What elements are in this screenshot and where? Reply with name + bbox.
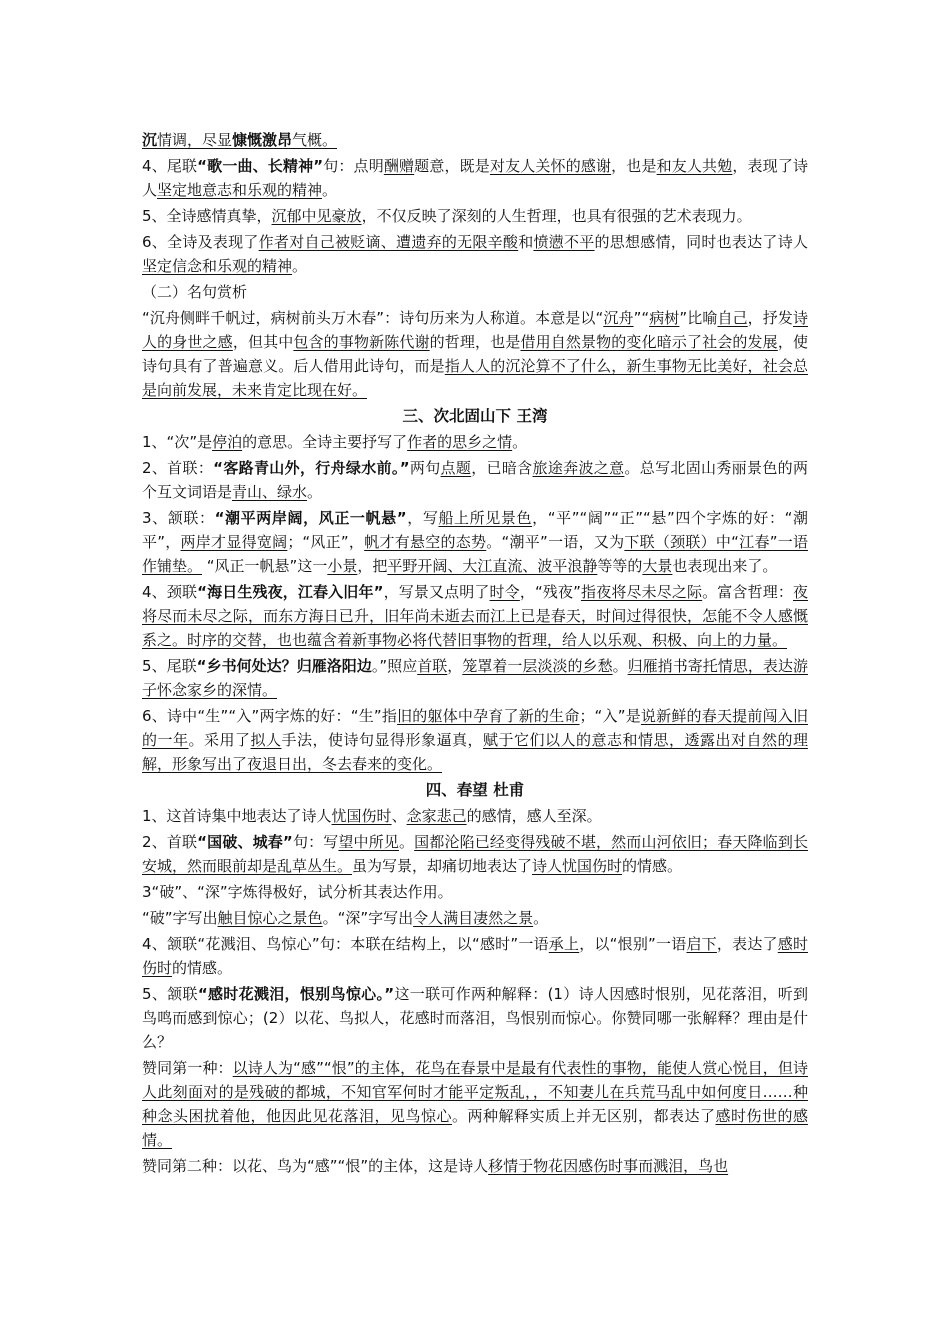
paragraph — [142, 306, 808, 402]
text-run: 3“破”、“深”字炼得极好，试分析其表达作用。 — [142, 883, 453, 901]
underlined-text: 感时伤时 — [142, 935, 808, 977]
underlined-text: 作者对自己被贬谪、遭遗弃的无限辛酸 — [258, 233, 519, 251]
underlined-text: 沉郁中见豪放 — [271, 207, 362, 225]
underlined-text: 忧国伤时 — [331, 807, 392, 825]
text-run: 虽为写景，却痛切地表达了 — [352, 857, 533, 875]
text-run: 的思想感情，同时也表达了诗人 — [594, 233, 808, 251]
section-heading: 四、春望 杜甫 — [425, 781, 525, 799]
text-run: 和 — [518, 233, 534, 251]
underlined-text: 气概。 — [292, 131, 338, 149]
underlined-text: 承上 — [548, 935, 580, 953]
underlined-text: 沉 — [142, 131, 158, 149]
text-run: ，也是 — [611, 157, 657, 175]
paragraph — [142, 830, 808, 878]
paragraph — [142, 906, 808, 930]
underlined-text: 自己 — [717, 309, 748, 327]
paragraph — [142, 154, 808, 202]
underlined-text: 触目惊心之景色 — [217, 909, 323, 927]
underlined-text: 念家悲己 — [406, 807, 467, 825]
paragraph — [142, 704, 808, 776]
underlined-text: 诗人的身世之感 — [142, 309, 808, 351]
underlined-text: 旅途奔波之意 — [532, 459, 625, 477]
underlined-text: 感时伤世的感情。 — [142, 1107, 808, 1149]
text-run: 。“深”字写出 — [322, 909, 414, 927]
underlined-text: 望中所见 — [338, 833, 400, 851]
underlined-text: 酬赠 — [383, 157, 415, 175]
underlined-text: 青山、绿水 — [232, 483, 308, 501]
text-run: 。“潮平”一语，又为 — [486, 533, 625, 551]
bold-text: “感时花溅泪，恨别鸟惊心。” — [197, 985, 395, 1003]
text-run: ”“ — [633, 309, 650, 327]
paragraph — [142, 430, 808, 454]
text-run: 赞同第一种： — [142, 1059, 233, 1077]
text-run: 6、全诗及表现了 — [142, 233, 259, 251]
underlined-text: 指人人的沉沦算不了什么，新生事物无比美好，社会总是向前发展，未来肯定比现在好。 — [142, 357, 808, 399]
paragraph — [142, 880, 808, 904]
underlined-text: 诗人忧国伤时 — [532, 857, 623, 875]
paragraph — [142, 982, 808, 1054]
underlined-text: 病树 — [649, 309, 680, 327]
underlined-text: 包含的事物新陈代谢 — [293, 333, 430, 351]
text-run: 6、诗中“生”“入”两字炼的好：“生”指 — [142, 707, 398, 725]
text-run: ，“残夜” — [519, 583, 581, 601]
underlined-text: 归雁捎书寄托情思，表达游子怀念家乡的深情。 — [142, 657, 808, 699]
text-run: 赞同第二种：以花、鸟为“感”“恨”的主体，这是诗人 — [142, 1157, 489, 1175]
text-run: 句：点明 — [323, 157, 384, 175]
underlined-text: 首联 — [417, 657, 448, 675]
underlined-text: 对友人关怀的感谢 — [489, 157, 612, 175]
text-run: 4、颈联 — [142, 583, 198, 601]
bold-text: “客路青山外，行舟绿水前。” — [213, 459, 410, 477]
paragraph — [142, 654, 808, 702]
text-run: ，写 — [406, 509, 439, 527]
text-run: （二）名句赏析 — [142, 283, 248, 301]
paragraph — [142, 1154, 808, 1178]
underlined-text: 坚定信念和乐观的精神 — [142, 257, 293, 275]
paragraph — [142, 580, 808, 652]
underlined-text: 大景 — [642, 557, 673, 575]
text-run: 也表现出来了。 — [672, 557, 778, 575]
text-run: 。 — [533, 909, 549, 927]
text-run: 。 — [399, 833, 415, 851]
text-run: “沉舟侧畔千帆过，病树前头万木春”：诗句历来为人称道。本意是以“ — [142, 309, 604, 327]
paragraph — [142, 230, 808, 278]
text-run: 。 — [612, 657, 628, 675]
text-run: ，但其中 — [232, 333, 294, 351]
text-run: 。两种解释实质上并无区别，都表达了 — [451, 1107, 716, 1125]
underlined-text: 笼罩着一层淡淡的乡愁 — [462, 657, 613, 675]
text-run: 的情感。 — [172, 959, 233, 977]
underlined-text: 赋于它们以人的意志和情思，透露出对自然的理解，形象写出了夜退日出，冬去春来的变化。 — [142, 731, 808, 773]
text-run: ，已暗含 — [471, 459, 533, 477]
bold-text: “乡书何处达？归雁洛阳边 — [196, 657, 372, 675]
text-run: ，表现了诗人 — [142, 157, 808, 199]
text-run: 2、首联 — [142, 833, 198, 851]
paragraph — [142, 204, 808, 228]
text-run: ，抒发 — [747, 309, 793, 327]
underlined-text: 点题 — [440, 459, 472, 477]
text-run: 5、颔联 — [142, 985, 198, 1003]
text-run: 。”照应 — [371, 657, 418, 675]
text-run: ；“入”是 — [579, 707, 641, 725]
underlined-text: 两岸才显得宽阔 — [180, 533, 288, 551]
text-run: ，使诗句具有了普遍意义。后人借用此诗句，而是 — [142, 333, 808, 375]
underlined-text: 船上所见景色 — [438, 509, 533, 527]
underlined-text: 指夜将尽未尽之际 — [580, 583, 703, 601]
bold-text: “歌一曲、长精神” — [197, 157, 324, 175]
paragraph — [142, 932, 808, 980]
text-run: ，“平”“阔”“正”“悬”四个字炼的好：“潮平”， — [142, 509, 808, 551]
text-run: 2、首联： — [142, 459, 214, 477]
underlined-text: 坚定地意志和乐观的精神 — [157, 181, 323, 199]
text-run: 5、全诗感情真挚， — [142, 207, 272, 225]
text-run: 题意，既是 — [414, 157, 490, 175]
text-run: 句：写 — [292, 833, 339, 851]
text-run: 的感情，感人至深。 — [466, 807, 602, 825]
text-run: ，把 — [357, 557, 388, 575]
underlined-text: 借用自然景物的变化暗示了社会的发展 — [520, 333, 778, 351]
underlined-text: 国都沦陷已经变得残破不堪，然而山河依旧；春天降临到长安城，然而眼前却是乱草丛生。 — [142, 833, 808, 875]
text-run: 手法，使诗句显得形象逼真， — [281, 731, 483, 749]
underlined-text: 停泊 — [212, 433, 243, 451]
text-run: 。 — [512, 433, 528, 451]
paragraph — [142, 506, 808, 578]
section-heading: 三、次北固山下 王湾 — [402, 407, 548, 425]
underlined-text: 移情于物花因感伤时事而溅泪，鸟也 — [488, 1157, 729, 1175]
text-run: 5、尾联 — [142, 657, 197, 675]
text-run: 4、尾联 — [142, 157, 198, 175]
text-run: 的哲理，也是 — [429, 333, 521, 351]
paragraph — [142, 456, 808, 504]
underlined-text: 愤懑不平 — [533, 233, 595, 251]
underlined-text: 时序的交替，也也蕴含着新事物必将代替旧事物的哲理，给人以乐观、积极、向上的力量。 — [187, 631, 788, 649]
text-run: 3、颔联： — [142, 509, 215, 527]
text-run: 。总写北固山秀丽景色的两个互文词语是 — [142, 459, 808, 501]
text-run: ，不仅反映了深刻的人生哲理，也具有很强的艺术表现力。 — [361, 207, 752, 225]
underlined-text: 以诗人为“感”“恨”的主体，花鸟在春景中是最有代表性的事物，能使人赏心悦目，但诗人此刻面对的是残破的都城，不知官军何时才能平定叛乱，，不知妻儿在兵荒马乱中如何度日……种种念头困扰着他，他因此见花落泪，见鸟惊心 — [142, 1059, 808, 1125]
bold-text: “潮平两岸阔，风正一帆悬” — [214, 509, 407, 527]
text-run: 等等的 — [597, 557, 643, 575]
underlined-text: 和友人共勉 — [656, 157, 733, 175]
text-run: “破”字写出 — [142, 909, 218, 927]
text-run: “风正一帆悬”这一 — [202, 557, 328, 575]
text-run: ，表达了 — [716, 935, 778, 953]
underlined-text: 说新鲜的春天提前闯入旧的一年 — [142, 707, 808, 749]
text-run: 。 — [322, 181, 338, 199]
underlined-text: 平野开阔、大江直流、波平浪静 — [387, 557, 598, 575]
text-run: 1、“次”是 — [142, 433, 213, 451]
text-run: 4、颔联“花溅泪、鸟惊心”句：本联在结构上，以“感时”一语 — [142, 935, 549, 953]
text-run: ；“风正”， — [287, 533, 365, 551]
underlined-text: 作者的思乡之情 — [407, 433, 513, 451]
bold-text: “国破、城春” — [197, 833, 293, 851]
text-run: 这一联可作两种解释：(1）诗人因感时恨别，见花落泪，听到鸟鸣而感到惊心；(2）以花、鸟拟人，花感时而落泪，鸟恨别而惊心。你赞同哪一张解释？理由是什么？ — [142, 985, 809, 1051]
text-run: 。富含哲理： — [702, 583, 793, 601]
paragraph — [142, 1056, 808, 1152]
text-run: ”比喻 — [679, 309, 718, 327]
underlined-text: 时令 — [489, 583, 520, 601]
text-run: 1、这首诗集中地表达了诗人 — [142, 807, 332, 825]
text-run: 、 — [391, 807, 407, 825]
underlined-text: 情调，尽显 — [157, 131, 233, 149]
underlined-text: 拟人 — [250, 731, 282, 749]
underlined-text: 旧的躯体中孕育了新的生命 — [397, 707, 580, 725]
underlined-text: 帆才有悬空的态势 — [364, 533, 487, 551]
paragraph — [142, 804, 808, 828]
text-run: 。 — [292, 257, 308, 275]
underlined-text: 小景 — [327, 557, 358, 575]
underlined-text: 下联（颈联）中“江春”一语作铺垫。 — [142, 533, 808, 575]
text-run: ，写景又点明了 — [383, 583, 490, 601]
underlined-text: 令人满目凄然之景 — [413, 909, 534, 927]
underlined-text: 慷慨激昂 — [232, 131, 293, 149]
bold-text: “海日生残夜，江春入旧年” — [197, 583, 384, 601]
underlined-text: 启下 — [686, 935, 717, 953]
text-run: 。 — [307, 483, 323, 501]
underlined-text: 沉舟 — [603, 309, 634, 327]
text-run: 。采用了 — [188, 731, 251, 749]
underlined-text: 夜将尽而未尽之际，而东方海日已升，旧年尚未逝去而江上已是春天，时间过得很快，怎能不令人感慨系之。 — [142, 583, 808, 649]
text-run: 的意思。全诗主要抒写了 — [242, 433, 408, 451]
text-run: ，以“恨别”一语 — [579, 935, 687, 953]
paragraph — [142, 280, 808, 304]
text-run: 两句 — [409, 459, 441, 477]
text-run: 的情感。 — [622, 857, 683, 875]
paragraph — [142, 128, 808, 152]
text-run: ， — [447, 657, 463, 675]
